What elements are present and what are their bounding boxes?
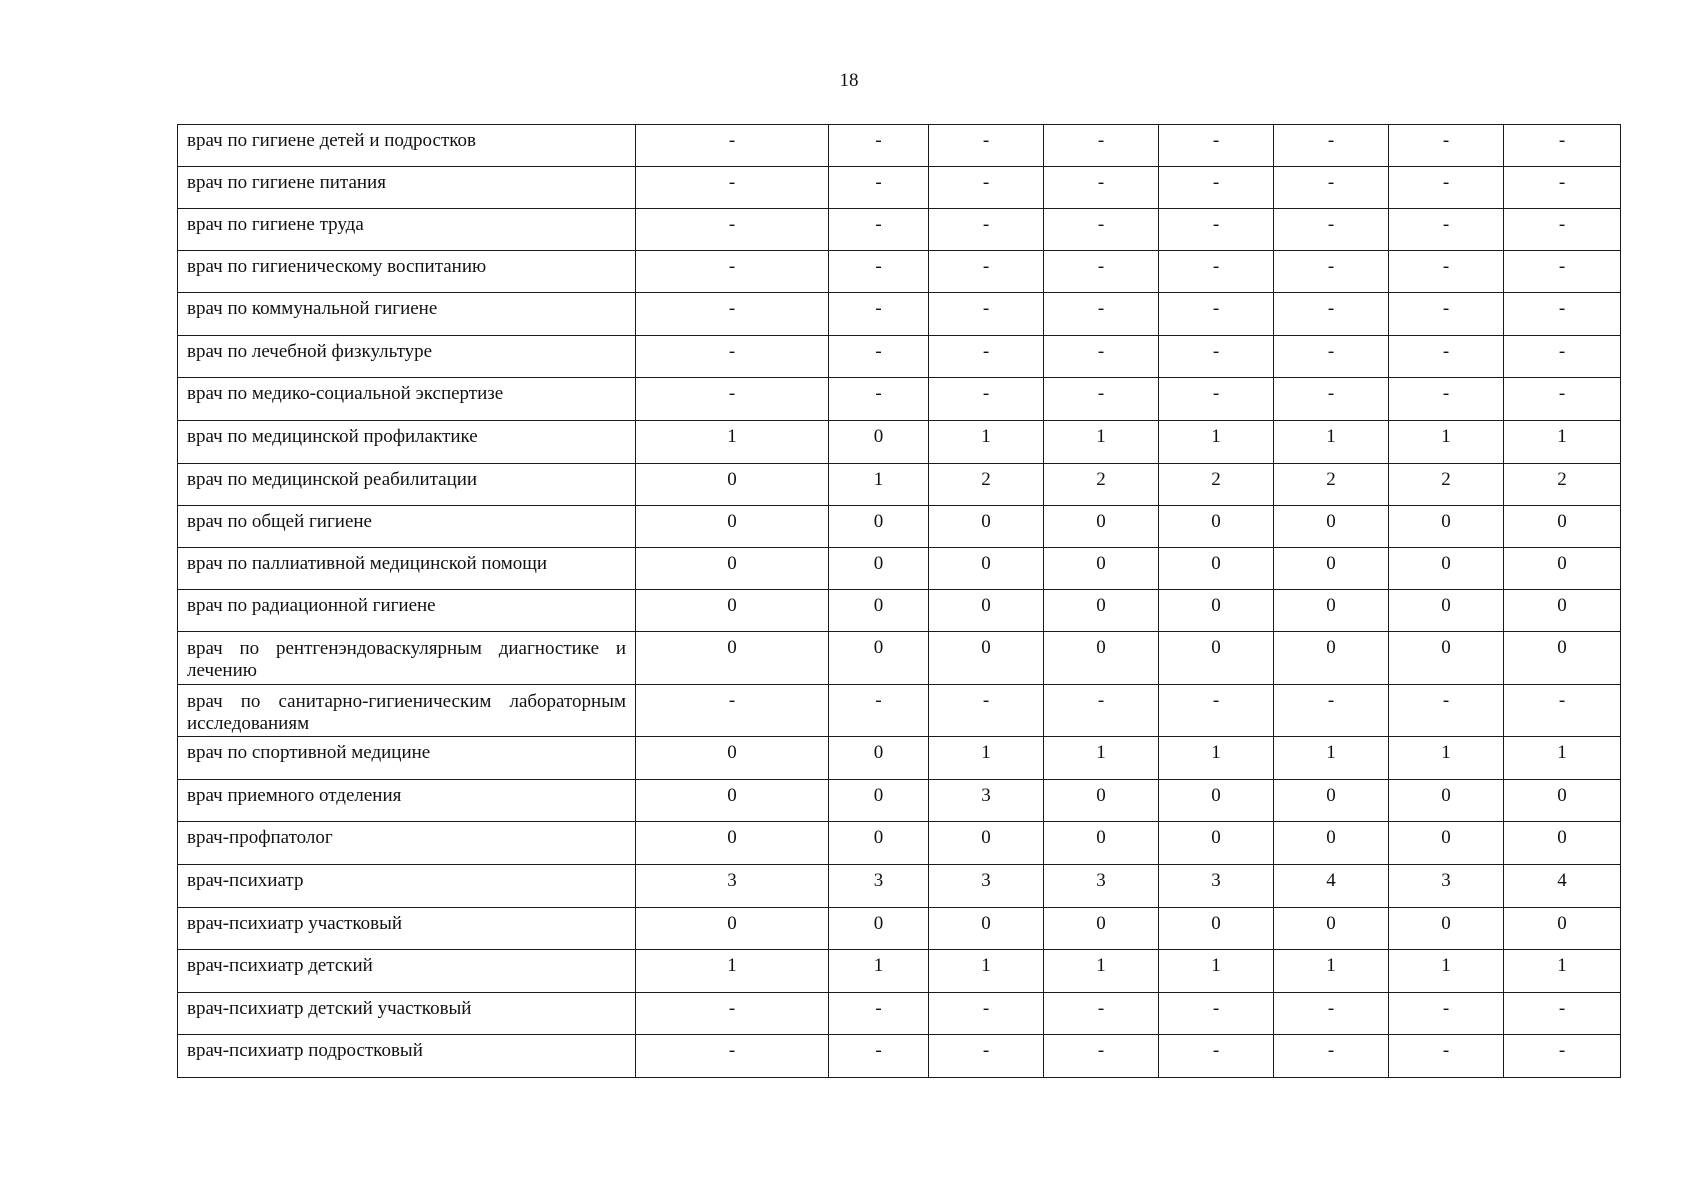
value-cell: 1: [1044, 421, 1159, 464]
table-row: [178, 950, 1621, 993]
value-cell: -: [1504, 251, 1621, 293]
value-cell: -: [1504, 167, 1621, 209]
value-cell: 0: [636, 548, 829, 590]
value-cell: -: [1389, 125, 1504, 167]
value-cell: 0: [829, 632, 929, 685]
value-cell: -: [929, 167, 1044, 209]
value-cell: 0: [829, 780, 929, 822]
value-cell: -: [929, 993, 1044, 1035]
value-cell: -: [1044, 336, 1159, 378]
value-cell: -: [636, 336, 829, 378]
value-cell: -: [929, 209, 1044, 251]
table-row: [178, 993, 1621, 1035]
value-cell: 0: [1044, 590, 1159, 632]
value-cell: -: [829, 685, 929, 737]
value-cell: 0: [636, 822, 829, 865]
position-name-cell: врач по общей гигиене: [178, 506, 636, 548]
value-cell: 0: [636, 464, 829, 506]
value-cell: 0: [1159, 780, 1274, 822]
value-cell: 0: [1274, 908, 1389, 950]
value-cell: 0: [1044, 822, 1159, 865]
table-row: [178, 780, 1621, 822]
value-cell: -: [829, 293, 929, 336]
value-cell: 1: [1044, 950, 1159, 993]
value-cell: -: [1274, 685, 1389, 737]
value-cell: -: [929, 251, 1044, 293]
value-cell: 0: [1389, 822, 1504, 865]
position-name-cell: врач по рентгенэндоваскулярным диагностике и лечению: [178, 632, 636, 685]
position-name-cell: врач по санитарно-гигиеническим лабораторным исследованиям: [178, 685, 636, 737]
value-cell: -: [1159, 293, 1274, 336]
value-cell: 2: [929, 464, 1044, 506]
value-cell: -: [929, 378, 1044, 421]
position-name-cell: врач по медико-социальной экспертизе: [178, 378, 636, 421]
value-cell: 0: [1389, 548, 1504, 590]
value-cell: -: [829, 209, 929, 251]
position-name-cell: врач по спортивной медицине: [178, 737, 636, 780]
value-cell: 0: [929, 908, 1044, 950]
value-cell: 0: [1159, 506, 1274, 548]
value-cell: -: [1504, 336, 1621, 378]
value-cell: -: [1044, 293, 1159, 336]
position-name-cell: врач по радиационной гигиене: [178, 590, 636, 632]
value-cell: 0: [829, 548, 929, 590]
value-cell: -: [1274, 209, 1389, 251]
value-cell: 0: [929, 590, 1044, 632]
value-cell: -: [1044, 1035, 1159, 1078]
table-row: [178, 822, 1621, 865]
value-cell: 1: [636, 421, 829, 464]
value-cell: 0: [1159, 548, 1274, 590]
value-cell: 2: [1159, 464, 1274, 506]
table-row: [178, 632, 1621, 685]
value-cell: 0: [636, 780, 829, 822]
value-cell: 0: [1274, 590, 1389, 632]
value-cell: 0: [929, 632, 1044, 685]
value-cell: 0: [636, 908, 829, 950]
value-cell: -: [1159, 336, 1274, 378]
value-cell: 1: [1504, 737, 1621, 780]
value-cell: -: [1159, 378, 1274, 421]
value-cell: 0: [1274, 506, 1389, 548]
value-cell: 0: [829, 421, 929, 464]
value-cell: -: [929, 125, 1044, 167]
value-cell: 2: [1504, 464, 1621, 506]
value-cell: -: [1389, 251, 1504, 293]
value-cell: -: [829, 125, 929, 167]
table-row: [178, 209, 1621, 251]
value-cell: 0: [1389, 908, 1504, 950]
value-cell: -: [636, 251, 829, 293]
value-cell: 0: [636, 737, 829, 780]
value-cell: 4: [1504, 865, 1621, 908]
value-cell: 1: [929, 421, 1044, 464]
position-name-cell: врач по паллиативной медицинской помощи: [178, 548, 636, 590]
value-cell: -: [636, 378, 829, 421]
value-cell: -: [1044, 685, 1159, 737]
value-cell: -: [1504, 293, 1621, 336]
value-cell: -: [1159, 125, 1274, 167]
value-cell: 3: [1159, 865, 1274, 908]
value-cell: 0: [1389, 632, 1504, 685]
table-row: [178, 865, 1621, 908]
value-cell: -: [829, 378, 929, 421]
value-cell: 0: [1274, 780, 1389, 822]
value-cell: -: [1504, 378, 1621, 421]
value-cell: -: [1159, 167, 1274, 209]
value-cell: 0: [1044, 908, 1159, 950]
position-name-cell: врач по лечебной физкультуре: [178, 336, 636, 378]
position-name-cell: врач по гигиене питания: [178, 167, 636, 209]
value-cell: -: [929, 293, 1044, 336]
value-cell: 0: [1504, 632, 1621, 685]
value-cell: -: [1504, 209, 1621, 251]
table-row: [178, 548, 1621, 590]
value-cell: 0: [1044, 548, 1159, 590]
table-row: [178, 737, 1621, 780]
value-cell: -: [1389, 336, 1504, 378]
value-cell: 0: [829, 737, 929, 780]
table-row: [178, 908, 1621, 950]
value-cell: 1: [1389, 737, 1504, 780]
value-cell: 1: [829, 950, 929, 993]
value-cell: 2: [1389, 464, 1504, 506]
value-cell: 1: [1159, 737, 1274, 780]
value-cell: -: [636, 993, 829, 1035]
value-cell: 0: [829, 822, 929, 865]
value-cell: 0: [929, 548, 1044, 590]
value-cell: 0: [1044, 780, 1159, 822]
value-cell: -: [1274, 378, 1389, 421]
value-cell: -: [1044, 993, 1159, 1035]
value-cell: 1: [1274, 421, 1389, 464]
value-cell: -: [636, 167, 829, 209]
value-cell: 1: [1504, 950, 1621, 993]
value-cell: -: [1044, 378, 1159, 421]
value-cell: -: [1274, 993, 1389, 1035]
value-cell: 3: [929, 780, 1044, 822]
table-row: [178, 293, 1621, 336]
value-cell: -: [1044, 125, 1159, 167]
position-name-cell: врач приемного отделения: [178, 780, 636, 822]
value-cell: 1: [1159, 421, 1274, 464]
value-cell: -: [1389, 378, 1504, 421]
value-cell: 0: [1274, 548, 1389, 590]
value-cell: 0: [1159, 908, 1274, 950]
value-cell: -: [1389, 293, 1504, 336]
position-name-cell: врач по медицинской реабилитации: [178, 464, 636, 506]
value-cell: -: [1389, 209, 1504, 251]
value-cell: 0: [1504, 908, 1621, 950]
value-cell: 0: [929, 506, 1044, 548]
value-cell: 2: [1274, 464, 1389, 506]
value-cell: 0: [829, 590, 929, 632]
value-cell: -: [1044, 167, 1159, 209]
value-cell: -: [1044, 209, 1159, 251]
value-cell: 0: [1389, 506, 1504, 548]
value-cell: 1: [1389, 950, 1504, 993]
position-name-cell: врач-психиатр детский участковый: [178, 993, 636, 1035]
value-cell: 2: [1044, 464, 1159, 506]
position-name-cell: врач по коммунальной гигиене: [178, 293, 636, 336]
value-cell: 0: [1044, 632, 1159, 685]
value-cell: -: [829, 993, 929, 1035]
value-cell: -: [1159, 1035, 1274, 1078]
value-cell: -: [1504, 1035, 1621, 1078]
table-row: [178, 125, 1621, 167]
value-cell: 0: [1504, 590, 1621, 632]
value-cell: 0: [636, 632, 829, 685]
value-cell: -: [929, 1035, 1044, 1078]
table-row: [178, 336, 1621, 378]
value-cell: -: [829, 251, 929, 293]
position-name-cell: врач по гигиене детей и подростков: [178, 125, 636, 167]
position-name-cell: врач-психиатр: [178, 865, 636, 908]
value-cell: -: [1274, 251, 1389, 293]
value-cell: -: [1504, 993, 1621, 1035]
value-cell: -: [1159, 993, 1274, 1035]
value-cell: -: [636, 685, 829, 737]
value-cell: 1: [1504, 421, 1621, 464]
value-cell: 0: [1159, 632, 1274, 685]
value-cell: 0: [1389, 780, 1504, 822]
table-row: [178, 685, 1621, 737]
value-cell: -: [1159, 685, 1274, 737]
value-cell: -: [829, 1035, 929, 1078]
value-cell: -: [929, 336, 1044, 378]
value-cell: -: [1274, 1035, 1389, 1078]
value-cell: 3: [1389, 865, 1504, 908]
value-cell: 1: [1389, 421, 1504, 464]
value-cell: -: [1274, 293, 1389, 336]
value-cell: -: [1389, 993, 1504, 1035]
value-cell: 0: [1274, 822, 1389, 865]
value-cell: -: [1504, 125, 1621, 167]
value-cell: 1: [636, 950, 829, 993]
table-row: [178, 251, 1621, 293]
table-row: [178, 378, 1621, 421]
value-cell: 0: [1044, 506, 1159, 548]
value-cell: 0: [1159, 590, 1274, 632]
position-name-cell: врач-психиатр участковый: [178, 908, 636, 950]
value-cell: -: [1044, 251, 1159, 293]
value-cell: 3: [829, 865, 929, 908]
value-cell: 0: [1504, 822, 1621, 865]
value-cell: 1: [929, 950, 1044, 993]
value-cell: 3: [636, 865, 829, 908]
value-cell: -: [1504, 685, 1621, 737]
value-cell: 0: [1504, 506, 1621, 548]
value-cell: -: [829, 336, 929, 378]
value-cell: 0: [636, 590, 829, 632]
table-row: [178, 421, 1621, 464]
table-body: [178, 125, 1621, 1078]
value-cell: -: [636, 293, 829, 336]
value-cell: -: [1389, 167, 1504, 209]
value-cell: -: [1274, 336, 1389, 378]
value-cell: 0: [1504, 780, 1621, 822]
position-name-cell: врач по гигиене труда: [178, 209, 636, 251]
page-number: 18: [839, 70, 859, 91]
value-cell: 0: [829, 506, 929, 548]
value-cell: -: [636, 1035, 829, 1078]
value-cell: -: [1274, 125, 1389, 167]
value-cell: 1: [1274, 737, 1389, 780]
table-row: [178, 464, 1621, 506]
value-cell: 3: [1044, 865, 1159, 908]
table-row: [178, 167, 1621, 209]
staffing-table: [177, 124, 1621, 1078]
value-cell: 0: [636, 506, 829, 548]
table-row: [178, 1035, 1621, 1078]
value-cell: -: [1159, 251, 1274, 293]
position-name-cell: врач-профпатолог: [178, 822, 636, 865]
value-cell: -: [1389, 1035, 1504, 1078]
position-name-cell: врач по медицинской профилактике: [178, 421, 636, 464]
value-cell: -: [929, 685, 1044, 737]
value-cell: 3: [929, 865, 1044, 908]
value-cell: -: [1274, 167, 1389, 209]
table-row: [178, 506, 1621, 548]
value-cell: 1: [1274, 950, 1389, 993]
value-cell: 0: [1274, 632, 1389, 685]
value-cell: 0: [929, 822, 1044, 865]
value-cell: -: [1159, 209, 1274, 251]
value-cell: 1: [1159, 950, 1274, 993]
value-cell: -: [636, 125, 829, 167]
value-cell: 1: [1044, 737, 1159, 780]
value-cell: 0: [829, 908, 929, 950]
position-name-cell: врач-психиатр подростковый: [178, 1035, 636, 1078]
position-name-cell: врач-психиатр детский: [178, 950, 636, 993]
value-cell: 0: [1389, 590, 1504, 632]
value-cell: 1: [929, 737, 1044, 780]
position-name-cell: врач по гигиеническому воспитанию: [178, 251, 636, 293]
value-cell: 4: [1274, 865, 1389, 908]
value-cell: -: [1389, 685, 1504, 737]
value-cell: 1: [829, 464, 929, 506]
value-cell: -: [636, 209, 829, 251]
value-cell: 0: [1159, 822, 1274, 865]
value-cell: 0: [1504, 548, 1621, 590]
value-cell: -: [829, 167, 929, 209]
table-row: [178, 590, 1621, 632]
